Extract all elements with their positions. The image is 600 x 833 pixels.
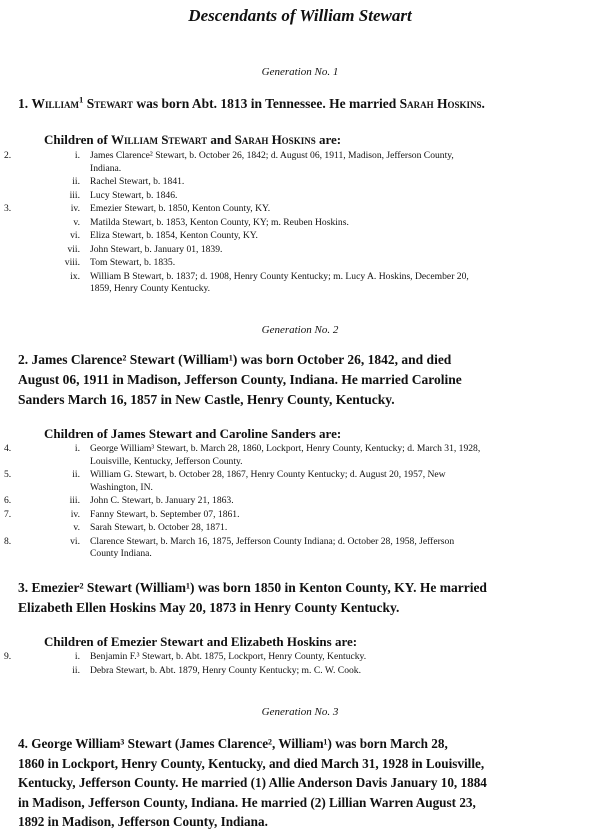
heading-suffix: are:: [315, 132, 342, 147]
child-text: [90, 203, 590, 216]
child-text-line: Fanny Stewart, b. September 07, 1861.: [90, 508, 240, 520]
child-text-line: Benjamin F.³ Stewart, b. Abt. 1875, Lockport, Henry County, Kentucky.: [90, 651, 367, 662]
person-3-paragraph: [18, 578, 588, 618]
person-4-paragraph: [18, 734, 588, 832]
generation-1-label: Generation No. 1: [261, 66, 339, 78]
paragraph-line: 2. James Clarence² Stewart (William¹) was born October 26, 1842, and died: [18, 352, 452, 367]
child-person-number: 6.: [4, 495, 12, 506]
child-text-line: County Indiana.: [90, 548, 152, 559]
generation-superscript: 1: [79, 94, 84, 105]
person-bio: was born Abt. 1813 in Tennessee. He married: [132, 96, 400, 111]
sentence-end: .: [481, 96, 485, 111]
children-heading-3: Children of Emezier Stewart and Elizabeth Hoskins are:: [44, 634, 358, 649]
child-text-line: James Clarence² Stewart, b. October 26, 1842; d. August 06, 1911, Madison, Jefferson County,: [90, 150, 454, 161]
child-roman-index: viii.: [64, 257, 80, 268]
child-text: [90, 536, 590, 561]
child-roman-index: v.: [73, 522, 80, 533]
child-roman-index: ii.: [72, 176, 80, 187]
parent-a: William Stewart: [110, 132, 208, 147]
children-heading-1: [44, 132, 341, 148]
generation-2-label: Generation No. 2: [261, 324, 339, 336]
child-text: [90, 271, 590, 296]
child-text: [90, 217, 590, 230]
child-roman-index: vi.: [70, 535, 80, 547]
child-roman-index: ii.: [72, 664, 80, 676]
child-person-number: 8.: [4, 535, 12, 547]
child-roman-index: iv.: [70, 508, 80, 520]
child-text-line: Rachel Stewart, b. 1841.: [90, 176, 185, 187]
child-text-line: Debra Stewart, b. Abt. 1879, Henry County Kentucky; m. C. W. Cook.: [90, 664, 361, 676]
paragraph-line: Kentucky, Jefferson County. He married (1) Allie Anderson Davis January 10, 1884: [18, 775, 487, 790]
child-roman-index: iii.: [69, 189, 80, 201]
child-text: [90, 665, 590, 678]
person-2-paragraph: [18, 350, 588, 410]
child-person-number: 7.: [4, 508, 12, 520]
child-text-line: 1859, Henry County Kentucky.: [90, 283, 211, 294]
child-text: [90, 150, 590, 175]
child-person-number: 4.: [4, 443, 12, 454]
child-text: [90, 509, 590, 522]
person-surname: Stewart: [83, 96, 133, 111]
child-roman-index: iii.: [69, 495, 80, 506]
person-first-name: William: [31, 96, 80, 111]
child-roman-index: vi.: [70, 230, 80, 241]
child-text: [90, 244, 590, 257]
child-text: [90, 522, 590, 535]
child-text: [90, 495, 590, 508]
parent-b: Sarah Hoskins: [234, 132, 316, 147]
child-text-line: George William³ Stewart, b. March 28, 1860, Lockport, Henry County, Kentucky; d. March 31, 1928,: [90, 443, 481, 454]
paragraph-line: in Madison, Jefferson County, Indiana. He married (2) Lillian Warren August 23,: [18, 794, 476, 810]
child-text-line: Clarence Stewart, b. March 16, 1875, Jefferson County Indiana; d. October 28, 1958, Jefferson: [90, 535, 455, 547]
child-text-line: Matilda Stewart, b. 1853, Kenton County, KY; m. Reuben Hoskins.: [90, 216, 349, 228]
heading-prefix: Children of: [44, 132, 111, 147]
child-text-line: William B Stewart, b. 1837; d. 1908, Henry County Kentucky; m. Lucy A. Hoskins, December 20,: [90, 270, 469, 282]
child-roman-index: iv.: [70, 203, 80, 214]
child-text-line: Emezier Stewart, b. 1850, Kenton County, KY.: [90, 203, 271, 214]
spouse-name: Sarah Hoskins: [399, 96, 482, 111]
heading-and: and: [207, 132, 235, 147]
child-text-line: Louisville, Kentucky, Jefferson County.: [90, 455, 243, 467]
child-roman-index: i.: [74, 150, 80, 161]
child-text-line: Washington, IN.: [90, 481, 153, 493]
child-roman-index: i.: [74, 651, 80, 662]
child-text-line: John Stewart, b. January 01, 1839.: [90, 243, 223, 255]
child-text: [90, 230, 590, 243]
child-roman-index: vii.: [67, 243, 80, 255]
child-text-line: Indiana.: [90, 162, 122, 174]
child-text-line: Tom Stewart, b. 1835.: [90, 257, 176, 268]
child-person-number: 3.: [4, 203, 12, 214]
child-text-line: John C. Stewart, b. January 21, 1863.: [90, 495, 234, 506]
generation-3-label: Generation No. 3: [261, 706, 339, 718]
child-text: [90, 443, 590, 468]
child-text-line: Lucy Stewart, b. 1846.: [90, 189, 178, 201]
child-roman-index: ix.: [70, 270, 80, 282]
child-person-number: 5.: [4, 469, 12, 480]
person-1-paragraph: [18, 94, 588, 114]
paragraph-line: 1892 in Madison, Jefferson County, Indiana.: [18, 814, 268, 829]
child-person-number: 2.: [4, 150, 12, 161]
person-number: 1.: [18, 96, 29, 111]
children-heading-2: Children of James Stewart and Caroline Sanders are:: [44, 426, 342, 441]
child-text: [90, 190, 590, 203]
child-text-line: Eliza Stewart, b. 1854, Kenton County, KY.: [90, 230, 258, 241]
paragraph-line: 4. George William³ Stewart (James Clarence², William¹) was born March 28,: [18, 736, 448, 751]
paragraph-line: 3. Emezier² Stewart (William¹) was born 1850 in Kenton County, KY. He married: [18, 580, 487, 595]
child-roman-index: i.: [74, 443, 80, 454]
child-text: [90, 651, 590, 664]
child-person-number: 9.: [4, 651, 12, 662]
child-roman-index: ii.: [72, 469, 80, 480]
child-roman-index: v.: [73, 216, 80, 228]
child-text-line: Sarah Stewart, b. October 28, 1871.: [90, 522, 228, 533]
child-text: [90, 176, 590, 189]
paragraph-line: 1860 in Lockport, Henry County, Kentucky, and died March 31, 1928 in Louisville,: [18, 755, 485, 771]
page-title: Descendants of William Stewart: [188, 6, 412, 25]
child-text-line: William G. Stewart, b. October 28, 1867, Henry County Kentucky; d. August 20, 1957, New: [90, 469, 446, 480]
child-text: [90, 469, 590, 494]
paragraph-line: Elizabeth Ellen Hoskins May 20, 1873 in Henry County Kentucky.: [18, 600, 400, 615]
paragraph-line: Sanders March 16, 1857 in New Castle, Henry County, Kentucky.: [18, 392, 395, 407]
child-text: [90, 257, 590, 270]
paragraph-line: August 06, 1911 in Madison, Jefferson County, Indiana. He married Caroline: [18, 372, 462, 387]
